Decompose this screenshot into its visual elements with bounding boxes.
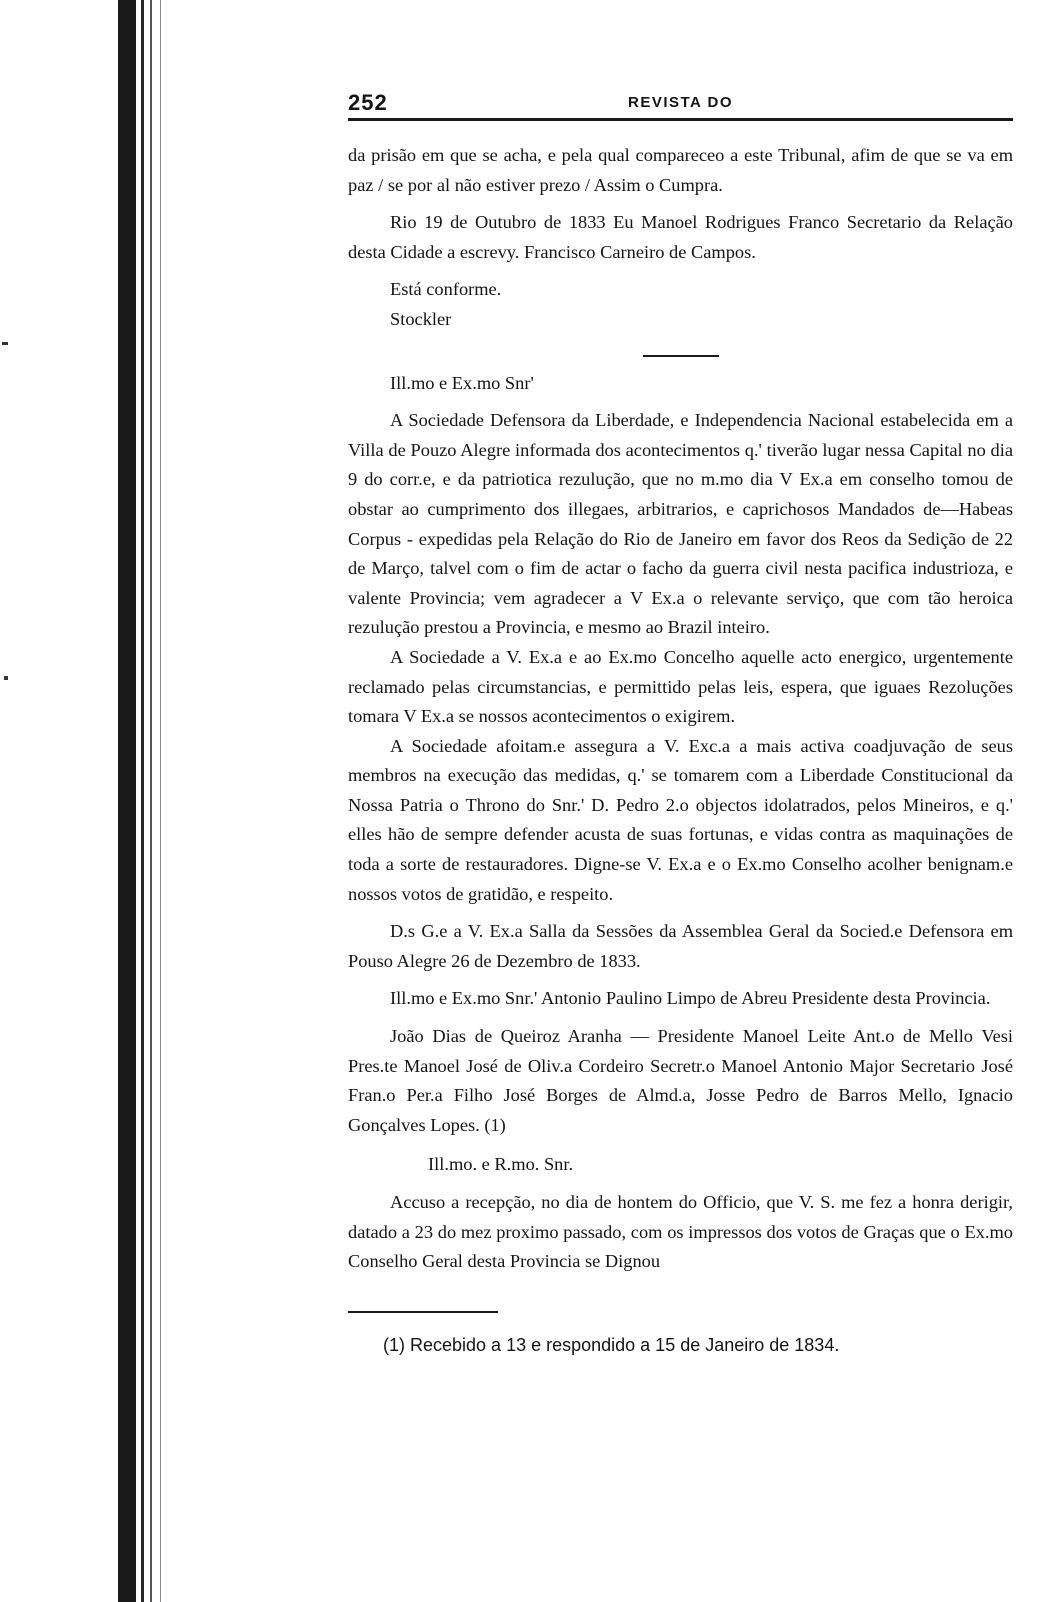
paragraph: Rio 19 de Outubro de 1833 Eu Manoel Rodrigues Franco Secretario da Relação desta Cidade a escrevy. Francisco Carneiro de Campos. <box>348 212 1013 262</box>
book-page <box>348 88 1013 1356</box>
signature: Stockler <box>390 308 452 329</box>
footnote: (1) Recebido a 13 e respondido a 15 de Janeiro de 1834. <box>383 1334 840 1355</box>
salutation: Ill.mo. e R.mo. Snr. <box>428 1154 574 1175</box>
paragraph: Ill.mo e Ex.mo Snr.' Antonio Paulino Limpo de Abreu Presidente desta Provincia. <box>390 988 991 1009</box>
footnote-divider <box>348 1311 498 1313</box>
gutter-line <box>160 0 161 1602</box>
binding-gutter <box>0 0 175 1602</box>
gutter-shadow <box>118 0 136 1602</box>
section-divider <box>643 355 719 357</box>
page-number: 252 <box>348 90 388 115</box>
page-body <box>348 141 1013 1277</box>
paragraph: A Sociedade a V. Ex.a e ao Ex.mo Concelho aquelle acto energico, urgentemente reclamado pelas circumstancias, e permittido pelas leis, espera, que iguaes Rezoluções tomara V Ex.a se nossos acontecimentos o exigirem. <box>348 646 1013 727</box>
running-head <box>348 88 1013 121</box>
paragraph: A Sociedade Defensora da Liberdade, e Independencia Nacional estabelecida em a Villa de Pouzo Alegre informada dos acontecimentos q.' tiverão lugar nessa Capital no dia 9 do corr.e, e da patriotica rezulução, que no m.mo dia V Ex.a em conselho tomou de obstar ao cumprimento dos illegaes, arbitrarios, e caprichosos Mandados de—Habeas Corpus - expedidas pela Relação do Rio de Janeiro em favor dos Reos da Sedição de 22 de Março, talvel com o fim de actar o facho da guerra civil nesta pacifica industrioza, e valente Provincia; vem agradecer a V Ex.a o relevante serviço, que com tão heroica rezulução prestou a Provincia, e mesmo ao Brazil inteiro. <box>348 410 1013 638</box>
paragraph: D.s G.e a V. Ex.a Salla da Sessões da Assemblea Geral da Socied.e Defensora em Pouso Alegre 26 de Dezembro de 1833. <box>348 921 1013 971</box>
gutter-line <box>150 0 152 1602</box>
paragraph: Accuso a recepção, no dia de hontem do Officio, que V. S. me fez a honra derigir, datado a 23 do mez proximo passado, com os impressos dos votos de Graças que o Ex.mo Conselho Geral desta Provincia se Dignou <box>348 1192 1013 1272</box>
paragraph: João Dias de Queiroz Aranha — Presidente Manoel Leite Ant.o de Mello Vesi Pres.te Manoel José de Oliv.a Cordeiro Secretr.o Manoel Antonio Major Secretario José Fran.o Per.a Filho José Borges de Almd.a, Josse Pedro de Barros Mello, Ignacio Gonçalves Lopes. (1) <box>348 1026 1013 1135</box>
paragraph: Está conforme. <box>390 279 502 300</box>
salutation: Ill.mo e Ex.mo Snr' <box>390 372 534 393</box>
paragraph: A Sociedade afoitam.e assegura a V. Exc.a a mais activa coadjuvação de seus membros na execução das medidas, q.' se tomarem com a Liberdade Constitucional da Nossa Patria o Throno do Snr.' D. Pedro 2.o objectos idolatrados, pelos Mineiros, e q.' elles hão de sempre defender acusta de suas fortunas, e vidas contra as maquinações de toda a sorte de restauradores. Digne-se V. Ex.a e o Ex.mo Conselho acolher benignam.e nossos votos de gratidão, e respeito. <box>348 735 1013 904</box>
gutter-line <box>141 0 144 1602</box>
scan-speck <box>4 676 8 680</box>
paragraph: da prisão em que se acha, e pela qual compareceo a este Tribunal, afim de que se va em paz / se por al não estiver prezo / Assim o Cumpra. <box>348 145 1013 195</box>
scan-speck <box>2 342 8 345</box>
journal-title: REVISTA DO <box>627 94 733 111</box>
